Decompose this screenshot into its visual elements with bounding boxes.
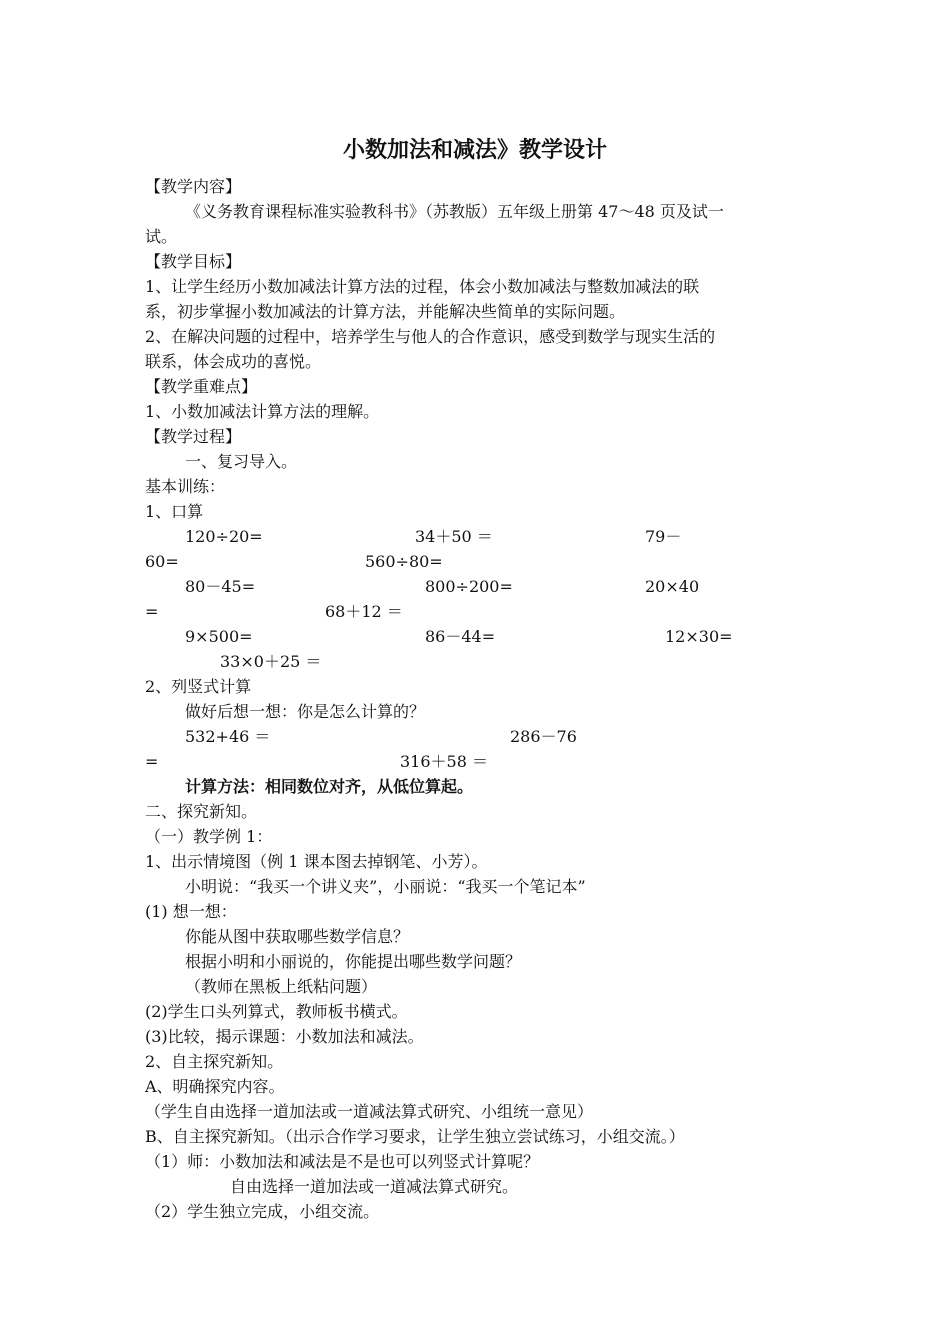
document-title: 小数加法和减法》教学设计	[342, 137, 607, 163]
oral-problem: 33×0＋25 ＝	[220, 652, 322, 671]
vertical-problem: 532+46 ＝	[185, 727, 271, 746]
key-point-1: 1、小数加减法计算方法的理解。	[145, 402, 380, 421]
oral-problem: 12×30=	[665, 627, 733, 646]
example-text: (2)学生口头列算式，教师板书横式。	[145, 1002, 408, 1021]
example-text: 自由选择一道加法或一道减法算式研究。	[230, 1177, 519, 1196]
vertical-problem: =	[145, 752, 159, 771]
example-text: B、自主探究新知。（出示合作学习要求，让学生独立尝试练习，小组交流。）	[145, 1127, 685, 1146]
oral-problem: 800÷200=	[425, 577, 513, 596]
example-text: A、明确探究内容。	[145, 1077, 285, 1096]
example-text: 你能从图中获取哪些数学信息？	[185, 927, 410, 946]
example-text: (3)比较，揭示课题：小数加法和减法。	[145, 1027, 424, 1046]
example-text: (1) 想一想：	[145, 902, 237, 921]
vertical-problem: 316＋58 ＝	[400, 752, 488, 771]
section-heading-objectives: 【教学目标】	[145, 252, 242, 271]
oral-problem: 20×40	[645, 577, 700, 596]
oral-problem: 79－	[645, 527, 682, 546]
example-text: （2）学生独立完成，小组交流。	[145, 1202, 380, 1221]
step-1-heading: 一、复习导入。	[185, 452, 298, 471]
vertical-problem: 286－76	[510, 727, 577, 746]
objective-2-line-1: 2、在解决问题的过程中，培养学生与他人的合作意识，感受到数学与现实生活的	[145, 327, 716, 346]
basic-training-label: 基本训练：	[145, 477, 226, 496]
oral-calc-heading: 1、口算	[145, 502, 204, 521]
oral-problem: 80－45=	[185, 577, 256, 596]
example-text: 2、自主探究新知。	[145, 1052, 284, 1071]
vertical-calc-heading: 2、列竖式计算	[145, 677, 252, 696]
objective-1-line-2: 系，初步掌握小数加减法的计算方法，并能解决些简单的实际问题。	[145, 302, 626, 321]
example-text: 小明说：“我买一个讲义夹”，小丽说：“我买一个笔记本”	[185, 877, 586, 896]
oral-problem: 60=	[145, 552, 179, 571]
oral-problem: 560÷80=	[365, 552, 443, 571]
oral-problem: 68＋12 ＝	[325, 602, 403, 621]
example-text: （学生自由选择一道加法或一道减法算式研究、小组统一意见）	[145, 1102, 594, 1121]
section-heading-process: 【教学过程】	[145, 427, 242, 446]
example-text: 1、出示情境图（例 1 课本图去掉钢笔、小芳）。	[145, 852, 488, 871]
vertical-calc-prompt: 做好后想一想：你是怎么计算的？	[185, 702, 426, 721]
section-heading-content: 【教学内容】	[145, 177, 242, 196]
calc-method-note: 计算方法：相同数位对齐，从低位算起。	[185, 777, 474, 796]
content-text-line-2: 试。	[145, 227, 178, 246]
oral-problem: 86－44=	[425, 627, 496, 646]
step-2-heading: 二、探究新知。	[145, 802, 258, 821]
section-heading-key-points: 【教学重难点】	[145, 377, 258, 396]
oral-problem: 34＋50 ＝	[415, 527, 493, 546]
content-text-line-1: 《义务教育课程标准实验教科书》（苏教版）五年级上册第 47～48 页及试一	[185, 202, 724, 221]
example-text: （1）师：小数加法和减法是不是也可以列竖式计算呢？	[145, 1152, 540, 1171]
oral-problem: =	[145, 602, 159, 621]
example-1-heading: （一）教学例 1：	[145, 827, 273, 846]
objective-2-line-2: 联系，体会成功的喜悦。	[145, 352, 322, 371]
example-text: 根据小明和小丽说的，你能提出哪些数学问题？	[185, 952, 522, 971]
example-text: （教师在黑板上纸粘问题）	[185, 977, 378, 996]
oral-problem: 120÷20=	[185, 527, 263, 546]
objective-1-line-1: 1、让学生经历小数加减法计算方法的过程，体会小数加减法与整数加减法的联	[145, 277, 700, 296]
oral-problem: 9×500=	[185, 627, 253, 646]
